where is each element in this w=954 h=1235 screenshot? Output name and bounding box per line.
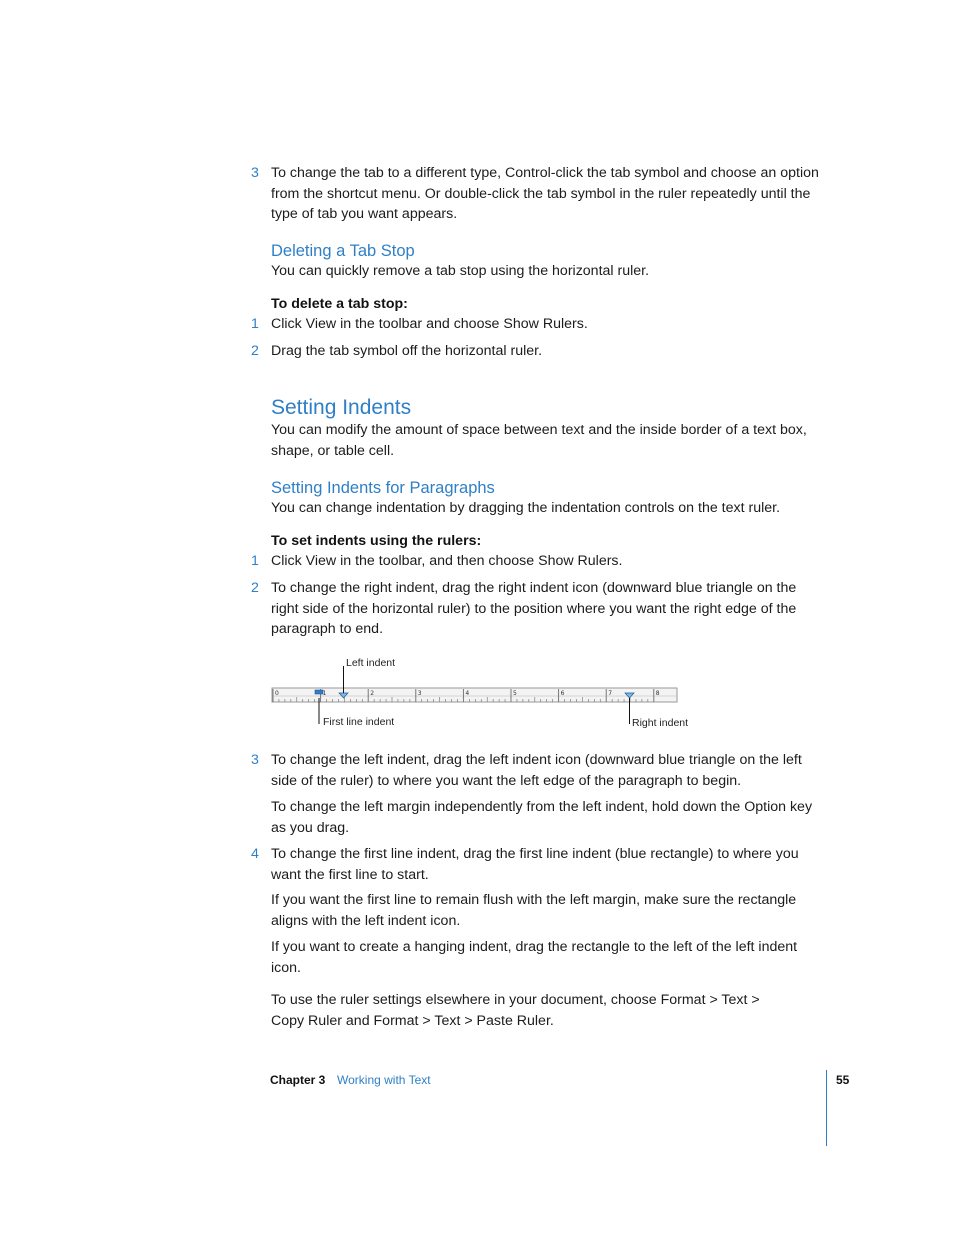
step-note: To change the left margin independently from the left indent, hold down the Option key as you drag. <box>271 799 813 836</box>
first-line-indent-label: First line indent <box>323 716 395 728</box>
first-line-indent-marker <box>315 690 323 694</box>
step-number: 2 <box>251 343 259 359</box>
closing-line-2: Copy Ruler and Format > Text > Paste Ruler. <box>271 1013 554 1029</box>
section-heading-indents-paragraphs: Setting Indents for Paragraphs <box>271 479 495 497</box>
step-note: If you want to create a hanging indent, drag the rectangle to the left of the left indent icon. <box>271 939 798 976</box>
ruler-number: 0 <box>275 690 279 697</box>
step-number: 1 <box>251 316 259 332</box>
left-indent-label: Left indent <box>346 657 396 669</box>
ruler-figure <box>260 650 710 740</box>
step-text: To change the left indent, drag the left indent icon (downward blue triangle on the left side of the ruler) to where you want the left edge of the paragraph to begin. <box>271 752 802 789</box>
step-text: To change the tab to a different type, Control-click the tab symbol and choose an option from the shortcut menu. Or double-click the tab symbol in the ruler repeatedly until the type of tab you want appears. <box>271 165 819 222</box>
step-text: To change the right indent, drag the right indent icon (downward blue triangle on the right side of the horizontal ruler) to the position where you want the right edge of the paragraph to end. <box>271 580 797 637</box>
section-intro: You can quickly remove a tab stop using the horizontal ruler. <box>271 263 650 279</box>
step-text: To change the first line indent, drag the first line indent (blue rectangle) to where you want the first line to start. <box>271 846 799 883</box>
section-heading-setting-indents: Setting Indents <box>271 396 412 419</box>
ruler-number: 4 <box>465 690 470 697</box>
step-number: 3 <box>251 752 259 768</box>
section-heading-deleting-tab-stop: Deleting a Tab Stop <box>271 242 415 260</box>
closing-line-1: To use the ruler settings elsewhere in your document, choose Format > Text > <box>271 992 760 1008</box>
task-lead: To delete a tab stop: <box>271 296 408 312</box>
step-number: 2 <box>251 580 259 596</box>
section-intro: You can modify the amount of space between text and the inside border of a text box, shape, or table cell. <box>271 422 807 459</box>
footer-divider <box>826 1070 827 1146</box>
section-intro: You can change indentation by dragging the indentation controls on the text ruler. <box>271 500 781 516</box>
task-lead: To set indents using the rulers: <box>271 533 482 549</box>
page-number: 55 <box>836 1073 850 1087</box>
step-text: Click View in the toolbar and choose Show Rulers. <box>271 316 588 332</box>
ruler-number: 8 <box>655 690 660 697</box>
ruler-number: 6 <box>560 690 565 697</box>
footer-chapter: Chapter 3 <box>270 1073 326 1087</box>
step-note: If you want the first line to remain flush with the left margin, make sure the rectangle aligns with the left indent icon. <box>271 892 797 929</box>
step-number: 4 <box>251 846 259 862</box>
step-text: Click View in the toolbar, and then choose Show Rulers. <box>271 553 623 569</box>
ruler-number: 2 <box>370 690 375 697</box>
right-indent-label: Right indent <box>632 717 689 729</box>
step-text: Drag the tab symbol off the horizontal ruler. <box>271 343 543 359</box>
ruler-number: 3 <box>417 690 422 697</box>
ruler-number: 1 <box>322 690 327 697</box>
ruler-number: 7 <box>608 690 613 697</box>
footer-chapter-title: Working with Text <box>337 1073 431 1087</box>
ruler-number: 5 <box>513 690 517 697</box>
step-number: 3 <box>251 165 259 181</box>
step-number: 1 <box>251 553 259 569</box>
